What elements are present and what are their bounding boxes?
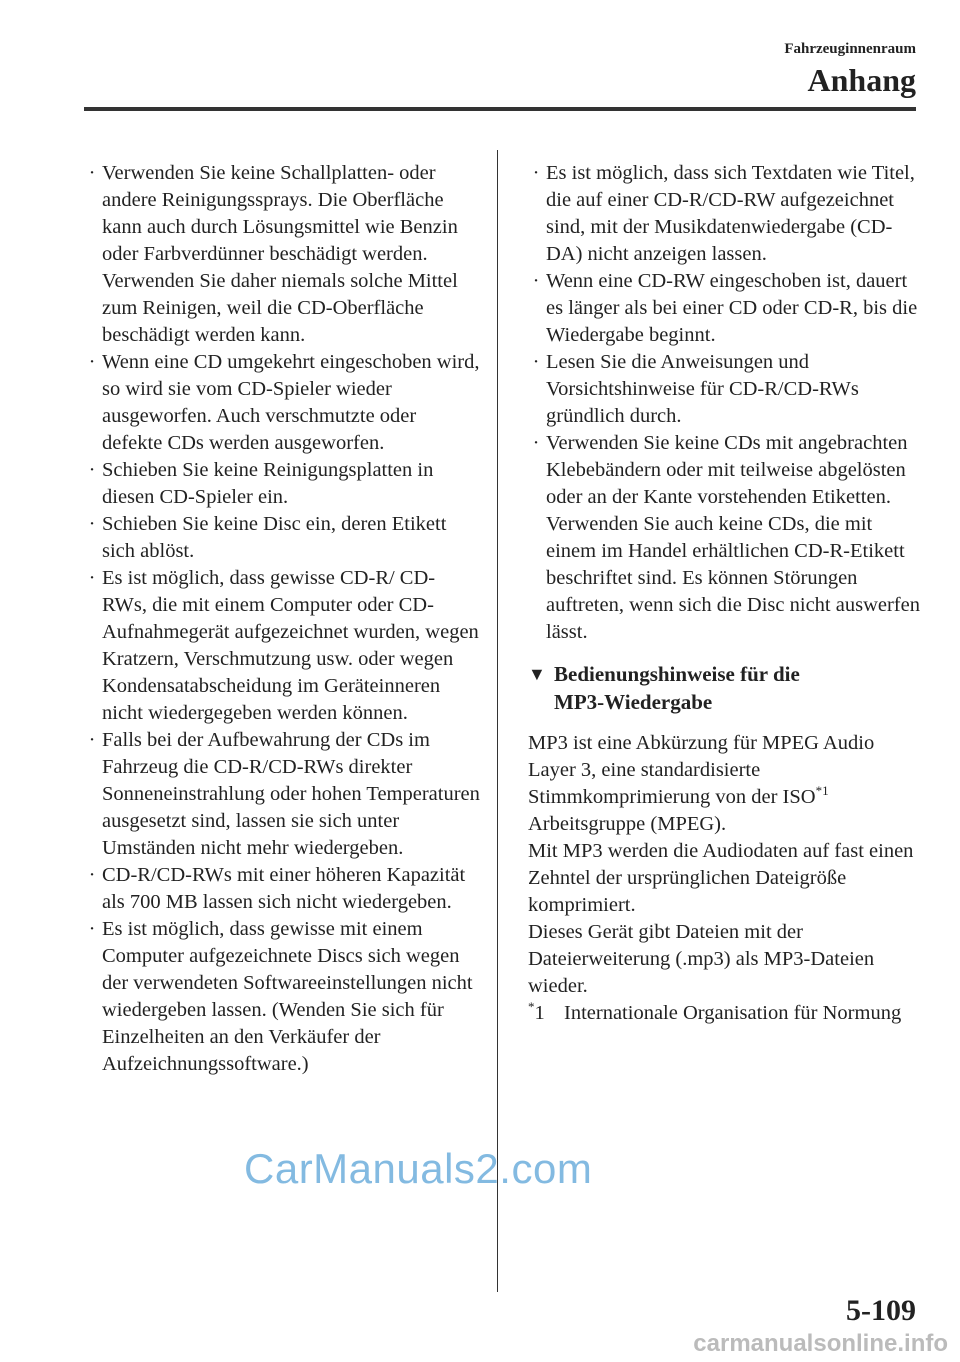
mp3-paragraph-2: Mit MP3 werden die Audiodaten auf fast einen Zehntel der ursprünglichen Dateigröße komprimiert.: [528, 840, 914, 916]
left-bullet-list: [84, 160, 480, 1078]
list-item: [84, 511, 480, 565]
list-item: [528, 160, 920, 268]
list-item: [528, 268, 920, 349]
bullet-icon: ·: [88, 513, 96, 535]
list-item-text: Schieben Sie keine Disc ein, deren Etikett sich ablöst.: [102, 513, 447, 562]
list-item-text: Verwenden Sie keine CDs mit angebrachten Klebebändern oder mit teilweise abgelösten oder an der Kante vorstehenden Etiketten. Verwenden Sie auch keine CDs, die mit einem im Handel erhältlichen CD-R-Etikett beschriftet sind. Es können Störungen auftreten, wenn sich die Disc nicht auswerfen lässt.: [546, 432, 920, 643]
bullet-icon: ·: [88, 351, 96, 373]
page-number: 5-109: [846, 1294, 916, 1327]
list-item: [528, 430, 920, 646]
bullet-icon: ·: [532, 351, 540, 373]
list-item-text: Es ist möglich, dass gewisse CD-R/ CD-RWs, die mit einem Computer oder CD-Aufnahmegerät aufgezeichnet wurden, wegen Kratzern, Verschmutzung usw. oder wegen Kondensatabscheidung im Geräteinneren nicht wiedergegeben werden können.: [102, 567, 479, 724]
list-item-text: Lesen Sie die Anweisungen und Vorsichtshinweise für CD-R/CD-RWs gründlich durch.: [546, 351, 859, 427]
mp3-text-part1: MP3 ist eine Abkürzung für MPEG Audio Layer 3, eine standardisierte Stimmkomprimierung von der ISO: [528, 732, 875, 808]
bullet-icon: ·: [88, 459, 96, 481]
list-item-text: Verwenden Sie keine Schallplatten- oder andere Reinigungssprays. Die Oberfläche kann auch durch Lösungsmittel wie Benzin oder Farbverdünner beschädigt werden. Verwenden Sie daher niemals solche Mittel zum Reinigen, weil die CD-Oberfläche beschädigt werden kann.: [102, 162, 458, 346]
triangle-down-icon: ▼: [528, 664, 546, 684]
footnote-asterisk: *: [528, 999, 535, 1015]
mp3-text-part2: Arbeitsgruppe (MPEG).: [528, 813, 727, 835]
bullet-icon: ·: [88, 567, 96, 589]
bullet-icon: ·: [532, 432, 540, 454]
bullet-icon: ·: [88, 864, 96, 886]
bullet-icon: ·: [532, 270, 540, 292]
bullet-icon: ·: [88, 918, 96, 940]
column-divider: [497, 150, 498, 1292]
section-title: Fahrzeuginnenraum: [784, 41, 916, 57]
list-item-text: Wenn eine CD umgekehrt eingeschoben wird, so wird sie vom CD-Spieler wieder ausgeworfen. Auch verschmutzte oder defekte CDs werden ausgeworfen.: [102, 351, 480, 454]
chapter-title: Anhang: [807, 62, 916, 98]
footer-watermark: carmanualsonline.info: [693, 1330, 948, 1357]
bullet-icon: ·: [532, 162, 540, 184]
mp3-paragraph-3: Dieses Gerät gibt Dateien mit der Dateierweiterung (.mp3) als MP3-Dateien wieder.: [528, 921, 875, 997]
list-item: [84, 160, 480, 349]
list-item: [84, 916, 480, 1078]
subsection-title-line2: MP3-Wiedergabe: [554, 690, 713, 714]
list-item-text: Wenn eine CD-RW eingeschoben ist, dauert es länger als bei einer CD oder CD-R, bis die Wiedergabe beginnt.: [546, 270, 918, 346]
mp3-paragraph: [528, 730, 920, 838]
footnote-mark: [528, 1000, 545, 1027]
list-item: [84, 457, 480, 511]
list-item-text: Falls bei der Aufbewahrung der CDs im Fahrzeug die CD-R/CD-RWs direkter Sonneneinstrahlung oder hohen Temperaturen ausgesetzt sind, lassen sie sich unter Umständen nicht mehr wiedergeben.: [102, 729, 480, 859]
header-rule: [84, 107, 916, 111]
list-item: [528, 349, 920, 430]
bullet-icon: ·: [88, 729, 96, 751]
footnote-text: Internationale Organisation für Normung: [564, 1002, 902, 1024]
right-column: [528, 160, 920, 1027]
watermark: CarManuals2.com: [244, 1145, 593, 1192]
list-item-text: Schieben Sie keine Reinigungsplatten in diesen CD-Spieler ein.: [102, 459, 434, 508]
footnote-reference: *1: [815, 783, 829, 799]
list-item: [84, 727, 480, 862]
list-item-text: Es ist möglich, dass sich Textdaten wie Titel, die auf einer CD-R/CD-RW aufgezeichnet sind, mit der Musikdatenwiedergabe (CD-DA) nicht anzeigen lassen.: [546, 162, 915, 265]
list-item-text: Es ist möglich, dass gewisse mit einem Computer aufgezeichnete Discs sich wegen der verwendeten Softwareeinstellungen nicht wiedergeben lassen. (Wenden Sie sich für Einzelheiten an den Verkäufer der Aufzeichnungssoftware.): [102, 918, 473, 1075]
footnote-number: 1: [534, 1002, 545, 1024]
subsection-title-line1: Bedienungshinweise für die: [554, 662, 800, 686]
left-column: [84, 160, 480, 1078]
list-item: [84, 862, 480, 916]
footnote: [528, 1000, 920, 1027]
bullet-icon: ·: [88, 162, 96, 184]
list-item: [84, 565, 480, 727]
right-bullet-list: [528, 160, 920, 646]
list-item: [84, 349, 480, 457]
list-item-text: CD-R/CD-RWs mit einer höheren Kapazität als 700 MB lassen sich nicht wiedergeben.: [102, 864, 466, 913]
subsection-heading: [528, 660, 920, 716]
